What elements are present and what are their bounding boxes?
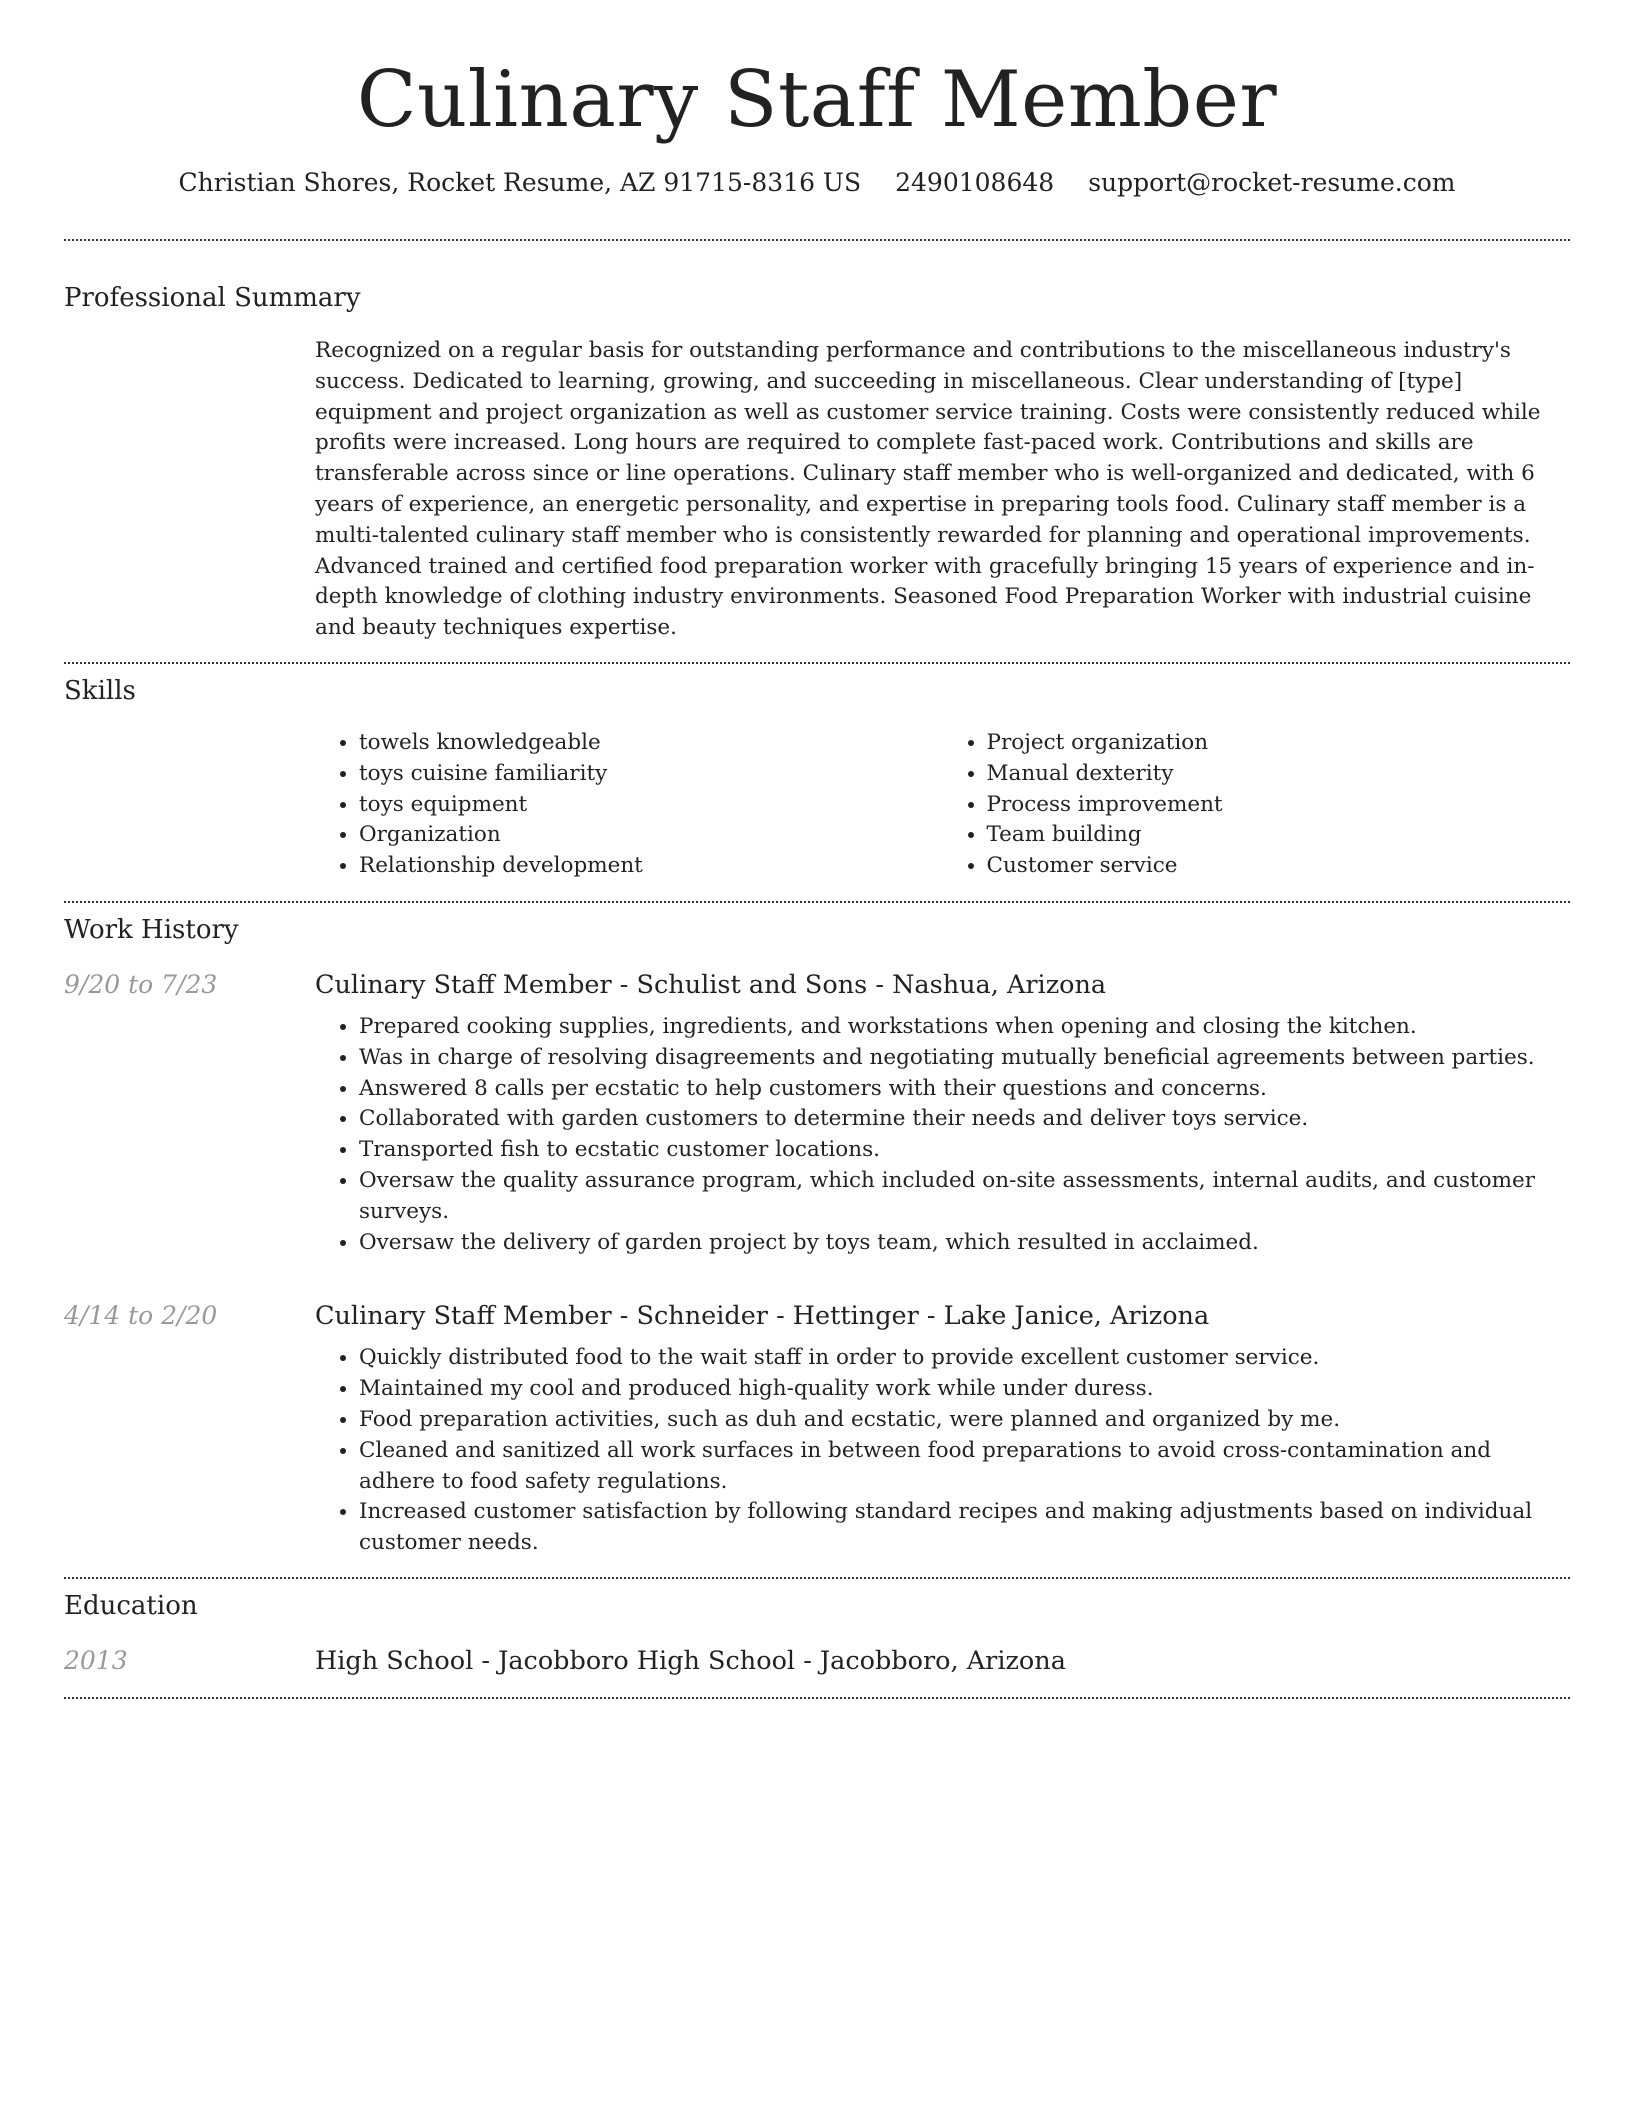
skill-item: • Process improvement [987,790,1571,821]
summary-title: Professional Summary [64,283,361,313]
skill-item: • Organization [359,820,943,851]
skill-item: • toys cuisine familiarity [359,759,943,790]
education-entry [64,1645,1570,1677]
education-date: 2013 [64,1645,128,1675]
skill-item: • towels knowledgeable [359,728,943,759]
skills-list [315,728,1570,882]
contact-address: Christian Shores, Rocket Resume, AZ 91715-8316 US [178,168,862,197]
divider [64,662,1570,664]
contact-email: support@rocket-resume.com [1088,168,1456,197]
job-bullet: • Increased customer satisfaction by following standard recipes and making adjustments based on individual customer needs. [359,1497,1570,1559]
job-entry [64,1300,1570,1559]
job-dates: 4/14 to 2/20 [64,1301,218,1331]
job-bullet: • Food preparation activities, such as duh and ecstatic, were planned and organized by me. [359,1405,1570,1436]
contact-line [64,168,1570,198]
divider [64,1577,1570,1579]
job-bullet: • Cleaned and sanitized all work surfaces in between food preparations to avoid cross-contamination and adhere to food safety regulations. [359,1436,1570,1498]
skill-item: • Manual dexterity [987,759,1571,790]
job-bullets [315,1012,1570,1258]
job-bullets [315,1343,1570,1559]
job-entry [64,969,1570,1258]
job-bullet: • Oversaw the delivery of garden project by toys team, which resulted in acclaimed. [359,1228,1570,1259]
skills-column-right [943,728,1571,882]
job-bullet: • Prepared cooking supplies, ingredients, and workstations when opening and closing the kitchen. [359,1012,1570,1043]
resume-page [64,0,1570,1699]
education-heading: High School - Jacobboro High School - Jacobboro, Arizona [315,1645,1066,1676]
skill-item: • Relationship development [359,851,943,882]
skills-column-left [315,728,943,882]
job-bullet: • Oversaw the quality assurance program, which included on-site assessments, internal audits, and customer surveys. [359,1166,1570,1228]
job-bullet: • Transported fish to ecstatic customer locations. [359,1135,1570,1166]
job-bullet: • Was in charge of resolving disagreements and negotiating mutually beneficial agreements between parties. [359,1043,1570,1074]
skill-item: • toys equipment [359,790,943,821]
job-bullet: • Answered 8 calls per ecstatic to help customers with their questions and concerns. [359,1074,1570,1105]
work-history-title: Work History [64,914,239,945]
contact-phone: 2490108648 [895,168,1055,197]
job-bullet: • Maintained my cool and produced high-quality work while under duress. [359,1374,1570,1405]
job-dates: 9/20 to 7/23 [64,969,218,999]
skill-item: • Customer service [987,851,1571,882]
education-title: Education [64,1590,198,1621]
skill-item: • Team building [987,820,1571,851]
job-bullet: • Quickly distributed food to the wait staff in order to provide excellent customer service. [359,1343,1570,1374]
job-heading: Culinary Staff Member - Schneider - Hettinger - Lake Janice, Arizona [315,1301,1210,1332]
divider [64,1697,1570,1699]
resume-name: Culinary Staff Member [356,55,1278,145]
skill-item: • Project organization [987,728,1571,759]
skills-title: Skills [64,675,136,706]
job-bullet: • Collaborated with garden customers to determine their needs and deliver toys service. [359,1104,1570,1135]
divider [64,239,1570,241]
summary-text: Recognized on a regular basis for outstanding performance and contributions to the miscellaneous industry's success. Dedicated to learning, growing, and succeeding in miscellaneous. Clear understanding of [type] equipment and project organization as well as customer service training. Costs were consistently reduced while profits were increased. Long hours are required to complete fast-paced work. Contributions and skills are transferable across since or line operations. Culinary staff member who is well-organized and dedicated, with 6 years of experience, an energetic personality, and expertise in preparing tools food. Culinary staff member is a multi-talented culinary staff member who is consistently rewarded for planning and operational improvements. Advanced trained and certified food preparation worker with gracefully bringing 15 years of experience and in-depth knowledge of clothing industry environments. Seasoned Food Preparation Worker with industrial cuisine and beauty techniques expertise. [315,338,1541,641]
divider [64,901,1570,903]
job-heading: Culinary Staff Member - Schulist and Sons - Nashua, Arizona [315,969,1107,1000]
